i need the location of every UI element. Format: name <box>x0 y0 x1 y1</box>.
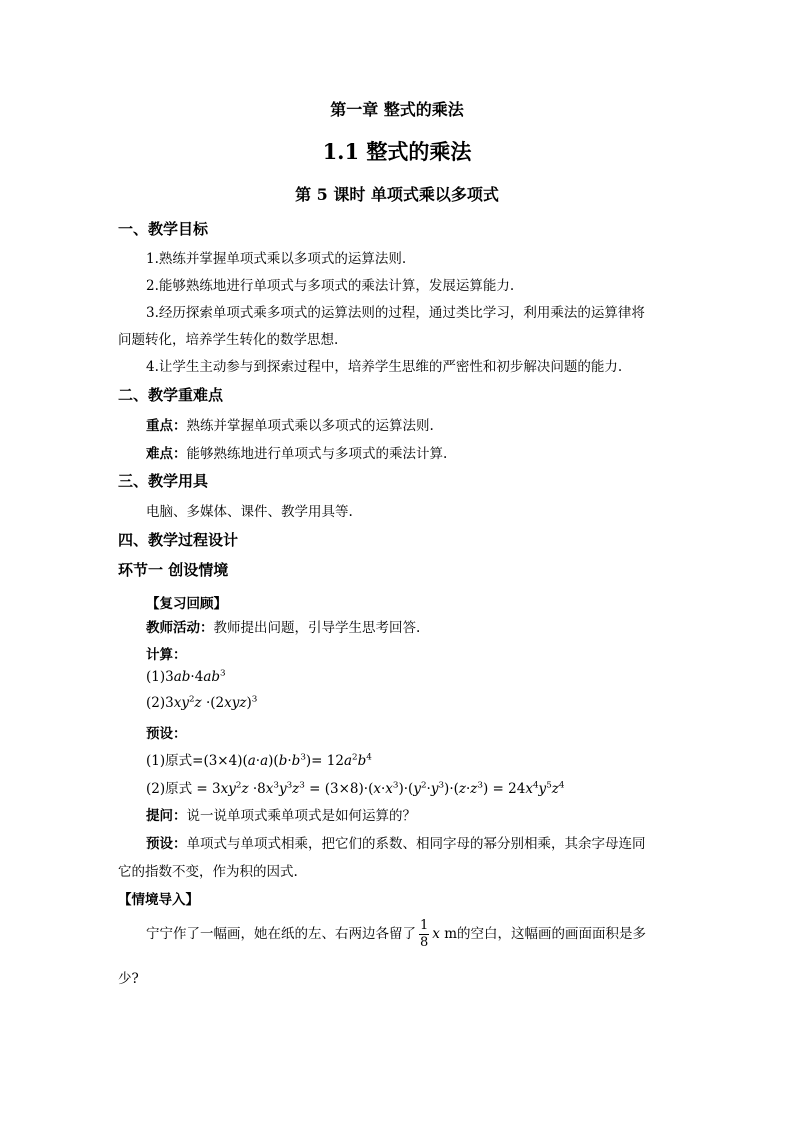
preset2-line <box>146 832 646 852</box>
scene-unit: m <box>444 926 458 942</box>
answer-2-prefix: (2)原式 = <box>146 781 213 797</box>
review-tag: 【复习回顾】 <box>146 596 227 612</box>
question-2-expr: $3xy^2z \cdot(2xyz)^3$ <box>165 694 258 711</box>
tools-heading: 三、教学用具 <box>118 472 209 490</box>
answer-1 <box>146 749 372 769</box>
goal-item: 4.让学生主动参与到探索过程中，培养学生思维的严密性和初步解决问题的能力. <box>146 359 623 375</box>
tools-text: 电脑、多媒体、课件、教学用具等. <box>146 504 353 520</box>
preset2-label: 预设： <box>146 836 187 852</box>
answer-2 <box>146 777 564 797</box>
difficult-point-label: 难点： <box>146 446 187 462</box>
fraction-numerator: 1 <box>420 918 429 933</box>
step1-heading: 环节一 创设情境 <box>118 561 229 579</box>
scene-tag: 【情境导入】 <box>118 892 199 908</box>
goal-item: 1.熟练并掌握单项式乘以多项式的运算法则. <box>146 251 407 267</box>
difficult-point-text: 能够熟练地进行单项式与多项式的乘法计算. <box>186 446 448 462</box>
goal-item: 问题转化，培养学生转化的数学思想. <box>118 332 339 348</box>
question-1-prefix: (1) <box>146 669 166 685</box>
answer-2-expr: $3xy^2z \cdot 8x^3y^3z^3 = (3\times 8)\cdot(x\cdot x^3)\cdot(y^2\cdot y^3)\cdot(z\cdot z^3) = 24x^4y^5z^4$ <box>212 780 565 797</box>
ask-label: 提问： <box>146 808 187 824</box>
preset2-text: 单项式与单项式相乘，把它们的系数、相同字母的幂分别相乘，其余字母连同 <box>186 836 646 852</box>
answer-1-expr: $(3\times 4)(a\cdot a)(b\cdot b^3)= 12a^2b^4$ <box>203 752 372 769</box>
calc-label: 计算： <box>146 647 187 663</box>
preset-label: 预设： <box>146 726 187 742</box>
question-2 <box>146 695 257 711</box>
keypoints-heading: 二、教学重难点 <box>118 386 224 404</box>
goals-heading: 一、教学目标 <box>118 220 209 238</box>
scene-line-2: 少? <box>118 971 139 987</box>
scene-line <box>146 918 646 951</box>
ask-line <box>146 804 416 824</box>
preset2-line-2: 它的指数不变，作为积的因式. <box>118 864 298 880</box>
lesson-title: 第 5 课时 单项式乘以多项式 <box>295 185 499 204</box>
process-heading: 四、教学过程设计 <box>118 531 239 549</box>
goal-item: 3.经历探索单项式乘多项式的运算法则的过程，通过类比学习，利用乘法的运算律将 <box>146 305 645 321</box>
teacher-text: 教师提出问题，引导学生思考回答. <box>213 620 421 636</box>
teacher-label: 教师活动： <box>146 620 214 636</box>
fraction-denominator: 8 <box>420 935 429 950</box>
question-1-expr: $3ab\cdot 4ab^3$ <box>165 668 226 685</box>
key-point-label: 重点： <box>146 418 187 434</box>
difficult-point-line <box>146 442 447 462</box>
teacher-activity <box>146 616 420 636</box>
goal-item: 2.能够熟练地进行单项式与多项式的乘法计算，发展运算能力. <box>146 278 515 294</box>
question-1 <box>146 669 226 685</box>
scene-text-before: 宁宁作了一幅画，她在纸的左、右两边各留了 <box>146 926 416 942</box>
ask-text: 说一说单项式乘单项式是如何运算的？ <box>186 808 416 824</box>
section-title: 1.1 整式的乘法 <box>322 139 472 164</box>
scene-variable: x <box>432 926 440 942</box>
fraction-one-eighth <box>419 918 429 951</box>
key-point-text: 熟练并掌握单项式乘以多项式的运算法则. <box>186 418 434 434</box>
question-2-prefix: (2) <box>146 695 166 711</box>
chapter-title: 第一章 整式的乘法 <box>330 100 464 119</box>
answer-1-prefix: (1)原式= <box>146 753 204 769</box>
key-point-line <box>146 414 434 434</box>
scene-text-after: 的空白，这幅画的画面面积是多 <box>457 926 647 942</box>
